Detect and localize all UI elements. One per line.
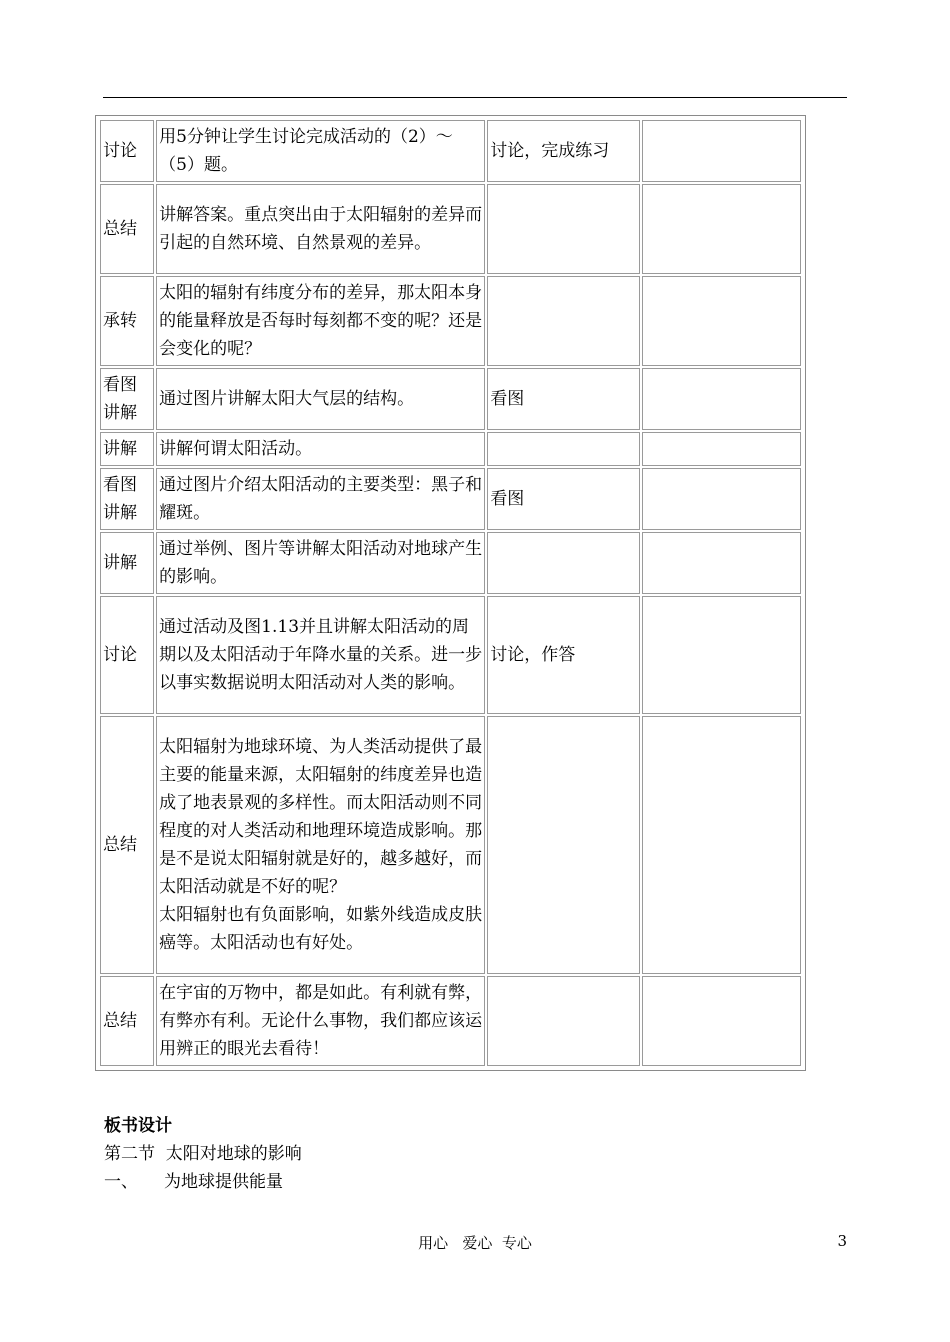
note-cell	[642, 532, 801, 594]
teacher-activity-cell: 讲解答案。重点突出由于太阳辐射的差异而引起的自然环境、自然景观的差异。	[156, 184, 485, 274]
teacher-activity-extra: 太阳辐射也有负面影响，如紫外线造成皮肤癌等。太阳活动也有好处。	[159, 905, 483, 953]
step-cell: 讲解	[100, 432, 154, 466]
teacher-activity-cell	[156, 716, 485, 974]
note-cell	[642, 716, 801, 974]
table-row	[100, 468, 801, 530]
step-cell: 讨论	[100, 120, 154, 182]
table-row	[100, 368, 801, 430]
student-activity-cell: 讨论，作答	[487, 596, 639, 714]
note-cell	[642, 596, 801, 714]
student-activity-cell	[487, 184, 639, 274]
table-row	[100, 716, 801, 974]
step-cell: 总结	[100, 184, 154, 274]
teacher-activity-cell: 用5分钟让学生讨论完成活动的（2）～（5）题。	[156, 120, 485, 182]
table-row	[100, 184, 801, 274]
teacher-activity-cell: 太阳的辐射有纬度分布的差异，那太阳本身的能量释放是否每时每刻都不变的呢？还是会变化的呢？	[156, 276, 485, 366]
note-cell	[642, 276, 801, 366]
student-activity-cell	[487, 716, 639, 974]
student-activity-cell: 讨论，完成练习	[487, 120, 639, 182]
teacher-activity-cell: 通过举例、图片等讲解太阳活动对地球产生的影响。	[156, 532, 485, 594]
teacher-activity-cell: 在宇宙的万物中，都是如此。有利就有弊，有弊亦有利。无论什么事物，我们都应该运用辨正的眼光去看待！	[156, 976, 485, 1066]
teacher-activity-cell: 通过图片介绍太阳活动的主要类型：黑子和耀斑。	[156, 468, 485, 530]
student-activity-cell	[487, 432, 639, 466]
table-row	[100, 120, 801, 182]
table-row	[100, 276, 801, 366]
teacher-activity-text: 太阳辐射为地球环境、为人类活动提供了最主要的能量来源，太阳辐射的纬度差异也造成了地表景观的多样性。而太阳活动则不同程度的对人类活动和地理环境造成影响。那是不是说太阳辐射就是好的，越多越好，而太阳活动就是不好的呢？	[159, 737, 483, 897]
step-cell: 看图讲解	[100, 468, 154, 530]
table-row	[100, 532, 801, 594]
page-number: 3	[837, 1232, 847, 1250]
board-title: 板书设计	[104, 1116, 172, 1136]
student-activity-cell: 看图	[487, 468, 639, 530]
board-section: 第二节 太阳对地球的影响	[104, 1144, 302, 1164]
board-item-number: 一、	[104, 1172, 138, 1192]
step-cell: 总结	[100, 976, 154, 1066]
note-cell	[642, 976, 801, 1066]
student-activity-cell	[487, 532, 639, 594]
board-item	[104, 1168, 302, 1196]
student-activity-cell	[487, 276, 639, 366]
board-item-text: 为地球提供能量	[164, 1172, 283, 1192]
note-cell	[642, 184, 801, 274]
teacher-activity-cell: 通过活动及图1.13并且讲解太阳活动的周期以及太阳活动于年降水量的关系。进一步以事实数据说明太阳活动对人类的影响。	[156, 596, 485, 714]
note-cell	[642, 368, 801, 430]
table-row	[100, 432, 801, 466]
footer-text: 用心 爱心 专心	[418, 1234, 532, 1252]
note-cell	[642, 120, 801, 182]
table-row	[100, 596, 801, 714]
lesson-table	[95, 115, 806, 1071]
step-cell: 总结	[100, 716, 154, 974]
table-row	[100, 976, 801, 1066]
note-cell	[642, 468, 801, 530]
step-cell: 看图讲解	[100, 368, 154, 430]
student-activity-cell	[487, 976, 639, 1066]
student-activity-cell: 看图	[487, 368, 639, 430]
board-design	[104, 1112, 302, 1196]
step-cell: 讲解	[100, 532, 154, 594]
note-cell	[642, 432, 801, 466]
teacher-activity-cell: 通过图片讲解太阳大气层的结构。	[156, 368, 485, 430]
step-cell: 讨论	[100, 596, 154, 714]
step-cell: 承转	[100, 276, 154, 366]
teacher-activity-cell: 讲解何谓太阳活动。	[156, 432, 485, 466]
header-rule	[103, 97, 847, 98]
